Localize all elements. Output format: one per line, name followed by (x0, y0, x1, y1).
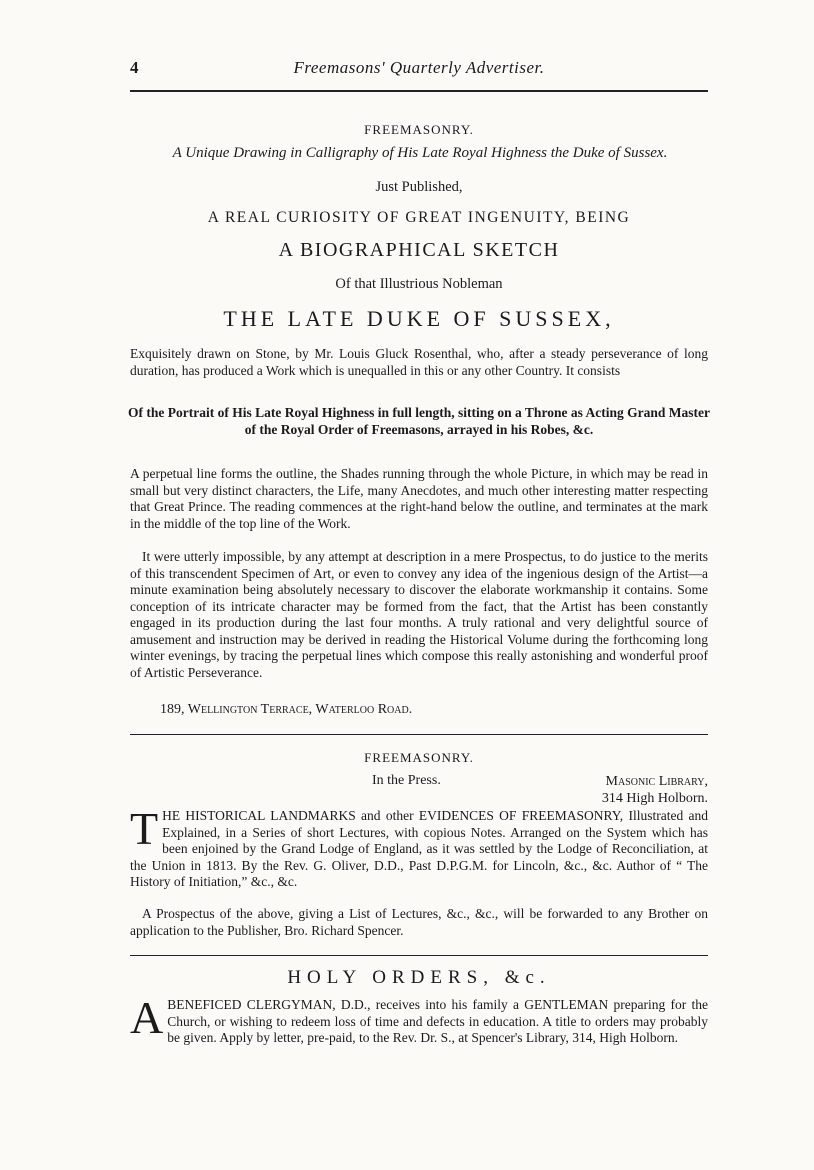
ad2-library-address: 314 High Holborn. (601, 791, 708, 806)
running-title: Freemasons' Quarterly Advertiser. (293, 58, 545, 77)
ad2-paragraph-1-text: HE HISTORICAL LANDMARKS and other EVIDENCES OF FREEMASONRY, Illustrated and Explained, in a Series of short Lectures, with copious Notes. Arranged on the System which has been enjoined by the Grand Lodge of England, as it was settled by the Lodge of Reconciliation, at the Union in 1813. By the Rev. G. Oliver, D.D., Past D.P.G.M. for Lincoln, &c., &c. Author of “ The History of Initiation,” &c., &c. (130, 808, 708, 889)
ad1-just-published: Just Published, (375, 179, 463, 195)
ad2-library-block (602, 773, 708, 807)
page-number: 4 (130, 58, 139, 77)
running-header (130, 56, 708, 92)
ad1-heading: FREEMASONRY. (364, 122, 474, 137)
ad2-drop-cap: T (130, 803, 159, 854)
ad3-paragraph-1-text: BENEFICED CLERGYMAN, D.D., receives into his family a GENTLEMAN preparing for the Church, or wishing to redeem loss of time and defects in education. A title to orders may probably be given. Apply by letter, pre-paid, to the Rev. Dr. S., at Spencer's Library, 314, High Holborn. (167, 997, 708, 1045)
ad1-address: 189, Wellington Terrace, Waterloo Road. (160, 702, 413, 717)
ad1-portrait: Of the Portrait of His Late Royal Highness in full length, sitting on a Throne as Acting Grand Master of the Royal Order of Freemasons, arrayed in his Robes, &c. (128, 405, 710, 437)
ad1-paragraph-1: Exquisitely drawn on Stone, by Mr. Louis Gluck Rosenthal, who, after a steady perseverance of long duration, has produced a Work which is unequalled in this or any other Country. It consists (130, 346, 708, 378)
divider-1 (130, 734, 708, 735)
ad2-in-press: In the Press. (372, 773, 441, 788)
ad1-subtitle: A Unique Drawing in Calligraphy of His Late Royal Highness the Duke of Sussex. (172, 145, 668, 161)
ad2-heading: FREEMASONRY. (364, 750, 474, 765)
ad1-of-that: Of that Illustrious Nobleman (335, 276, 503, 292)
ad2-paragraph-1 (130, 803, 708, 891)
ad1-duke: THE LATE DUKE OF SUSSEX, (223, 306, 615, 331)
ad3-drop-cap: A (130, 992, 164, 1043)
ad3-heading: HOLY ORDERS, &c. (287, 967, 551, 988)
ad1-sketch: A BIOGRAPHICAL SKETCH (278, 239, 560, 261)
ad1-paragraph-2: A perpetual line forms the outline, the Shades running through the whole Picture, in which may be read in small but very distinct characters, the Life, many Anecdotes, and much other interesting matter respecting that Great Prince. The reading commences at the right-hand below the outline, and terminates at the mark in the middle of the top line of the Work. (130, 466, 708, 531)
ad2-paragraph-2: A Prospectus of the above, giving a List of Lectures, &c., &c., will be forwarded to any Brother on application to the Publisher, Bro. Richard Spencer. (130, 906, 708, 938)
ad2-library: Masonic Library, (605, 774, 708, 789)
ad1-paragraph-3: It were utterly impossible, by any attempt at description in a mere Prospectus, to do justice to the merits of this transcendent Specimen of Art, or even to convey any idea of the ingenious design of the Artist—a minute examination being absolutely necessary to discover the elaborate workmanship it contains. Some conception of its intricate character may be formed from the fact, that the Artist has been constantly engaged in its production during the last four months. A truly rational and very delightful source of amusement and instruction may be derived in reading the Historical Volume during the forthcoming long winter evenings, by tracing the perpetual lines which compose this really astonishing and wonderful proof of Artistic Perseverance. (130, 549, 708, 680)
ad1-curiosity: A REAL CURIOSITY OF GREAT INGENUITY, BEING (207, 209, 631, 226)
divider-2 (130, 955, 708, 956)
ad3-paragraph-1 (130, 992, 708, 1047)
